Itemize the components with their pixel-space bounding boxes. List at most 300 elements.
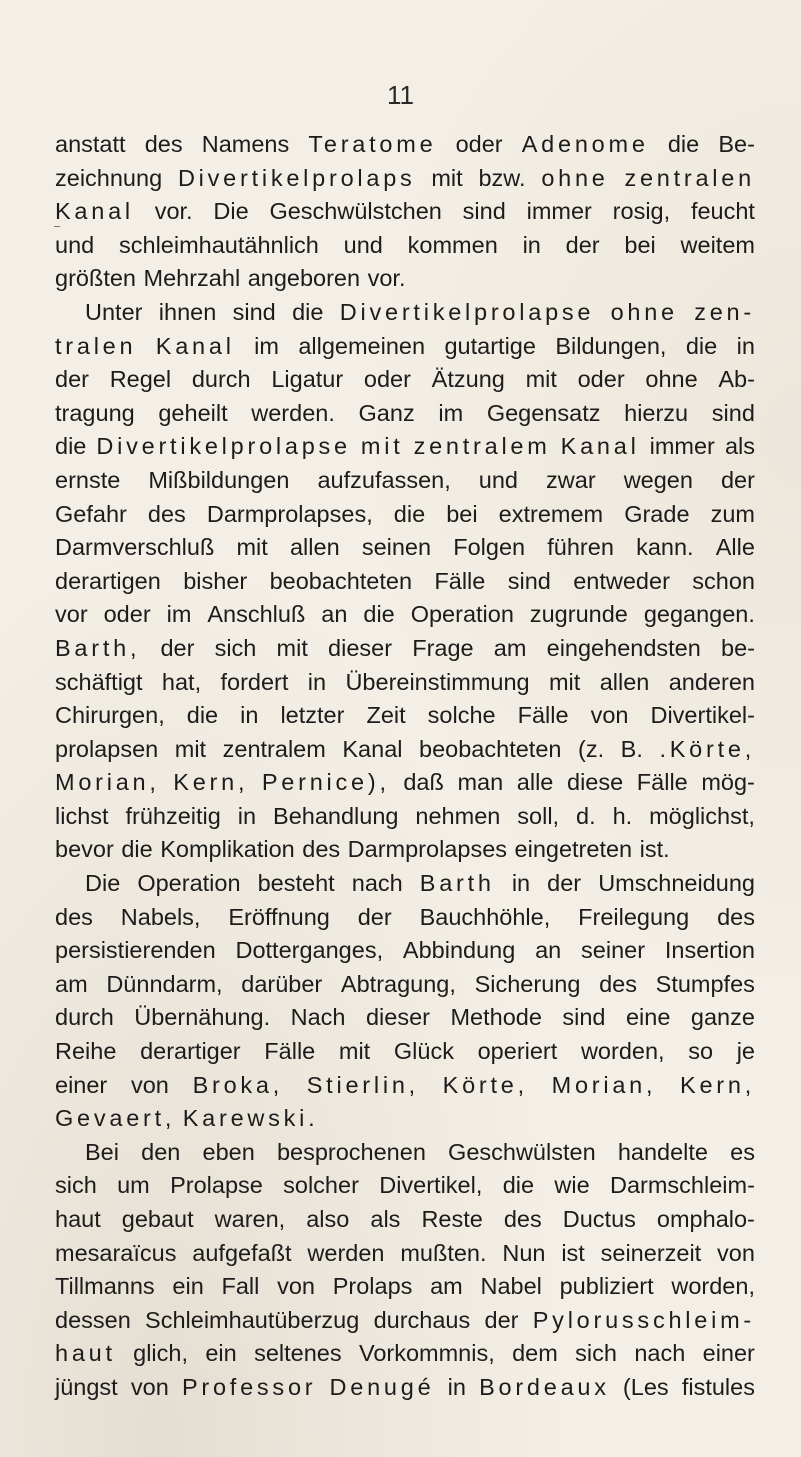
- word: Morian,: [55, 769, 160, 796]
- text-line: [55, 229, 755, 263]
- word: Darmprolapses,: [206, 500, 373, 527]
- word: Geschwülstchen: [269, 198, 442, 225]
- word: worden,: [671, 1273, 755, 1300]
- word: Frage: [412, 634, 474, 661]
- word: der: [547, 870, 582, 897]
- word: Fälle: [264, 1038, 316, 1065]
- word: der: [484, 1306, 519, 1333]
- word: dieser: [365, 1004, 430, 1031]
- word: solcher: [283, 1172, 359, 1199]
- word: anderen: [668, 668, 755, 695]
- word: anstatt: [55, 131, 126, 157]
- text-line: [55, 262, 755, 296]
- word: besprochenen: [276, 1138, 426, 1165]
- word: zum: [710, 500, 755, 527]
- word: Divertikel,: [379, 1172, 483, 1199]
- word: kommen: [407, 231, 498, 258]
- word: ein: [172, 1273, 204, 1300]
- text-line: [55, 464, 755, 498]
- text-line: [55, 699, 755, 733]
- word: ohne: [610, 298, 678, 325]
- word: sind: [711, 399, 755, 426]
- word: ohne: [541, 164, 609, 191]
- word: mit: [548, 668, 581, 695]
- word: je: [736, 1038, 755, 1065]
- word: Ligatur: [271, 366, 344, 393]
- word: aufgefaßt: [192, 1239, 292, 1266]
- word: Adenome: [521, 131, 649, 157]
- word: Barth,: [55, 634, 141, 661]
- text-line: [55, 766, 755, 800]
- word: Broka,: [192, 1071, 284, 1098]
- word: an: [321, 601, 348, 628]
- word: gegangen.: [643, 601, 755, 628]
- word: oder: [363, 366, 411, 393]
- word: Ätzung: [431, 366, 505, 393]
- word: Reihe: [55, 1038, 117, 1065]
- word: seinen: [361, 534, 432, 561]
- word: Be-: [718, 131, 755, 157]
- word: Abtragung,: [340, 970, 456, 997]
- word: Ductus: [562, 1206, 636, 1232]
- word: Gevaert,: [55, 1105, 176, 1132]
- word: eingetreten: [514, 836, 633, 863]
- word: besteht: [257, 870, 335, 897]
- word: beobachteten: [269, 567, 413, 594]
- word: Insertion: [664, 937, 755, 964]
- word: die: [667, 131, 700, 157]
- word: es: [730, 1138, 755, 1165]
- word: und: [343, 231, 383, 258]
- word: ist: [561, 1239, 585, 1266]
- text-line: [55, 330, 755, 364]
- word: Stierlin,: [306, 1071, 419, 1098]
- word: Fälle: [517, 702, 569, 729]
- word: ein: [205, 1340, 237, 1367]
- word: von: [590, 702, 629, 729]
- word: prolapsen: [55, 735, 159, 762]
- word: so: [688, 1038, 714, 1065]
- word: bzw.: [478, 164, 526, 191]
- word: als: [724, 433, 755, 460]
- word: mög-: [701, 769, 755, 796]
- word: Fälle: [636, 769, 688, 796]
- word: oder: [103, 601, 151, 628]
- word: allen: [599, 668, 650, 695]
- word: mit: [525, 366, 557, 393]
- word: alle: [516, 769, 554, 796]
- word: gebaut: [121, 1206, 194, 1232]
- word: Eröffnung: [228, 903, 330, 930]
- word: den: [141, 1138, 181, 1165]
- word: Denugé: [329, 1373, 435, 1400]
- word: Kanal: [55, 198, 134, 225]
- word: derartigen: [55, 567, 161, 594]
- word: die: [502, 1172, 535, 1199]
- word: einer: [55, 1071, 108, 1098]
- word: Fälle: [434, 567, 486, 594]
- text-line: [55, 901, 755, 935]
- word: werden: [307, 1239, 385, 1266]
- word: Kanal: [560, 433, 640, 460]
- text-line: [55, 1337, 755, 1371]
- word: Übernähung.: [134, 1004, 271, 1031]
- word: schon: [692, 567, 755, 594]
- word: an: [535, 937, 562, 964]
- word: tragung: [55, 399, 135, 426]
- word: diese: [567, 769, 624, 796]
- word: waren,: [214, 1206, 286, 1232]
- word: Die: [85, 870, 121, 897]
- word: Die: [213, 198, 249, 225]
- word: mit: [174, 735, 207, 762]
- text-line: [55, 800, 755, 834]
- text-line: [55, 195, 755, 229]
- word: man: [457, 769, 504, 796]
- word: bisher: [183, 567, 248, 594]
- word: d.: [576, 802, 596, 829]
- word: haut: [55, 1206, 101, 1232]
- word: Komplikation: [160, 836, 295, 863]
- word: Kanal: [342, 735, 403, 762]
- word: Behandlung: [273, 802, 399, 829]
- word: die: [393, 500, 426, 527]
- word: zentralem: [413, 433, 551, 460]
- word: frühzeitig: [125, 802, 221, 829]
- text-line: [55, 531, 755, 565]
- word: hat,: [161, 668, 202, 695]
- word: persistierenden: [55, 937, 216, 964]
- word: zugrunde: [529, 601, 628, 628]
- word: immer: [526, 198, 592, 225]
- word: Mehrzahl: [143, 265, 241, 292]
- word: in: [736, 332, 755, 359]
- word: be-: [721, 634, 755, 661]
- word: Bauchhöhle,: [419, 903, 551, 930]
- word: omphalo-: [656, 1206, 755, 1232]
- word: aufzufassen,: [317, 466, 451, 493]
- text-line: [55, 128, 755, 162]
- word: in: [447, 1373, 466, 1400]
- word: immer: [649, 433, 715, 460]
- word: Chirurgen,: [55, 702, 165, 729]
- word: fordert: [220, 668, 289, 695]
- text-line: [55, 632, 755, 666]
- word: h.: [612, 802, 633, 829]
- word: hierzu: [624, 399, 689, 426]
- word: Mißbildungen: [148, 466, 290, 493]
- text-line: [55, 833, 755, 867]
- word: im: [166, 601, 192, 628]
- word: Übereinstimmung: [345, 668, 530, 695]
- text-line: [55, 1203, 755, 1237]
- word: des: [503, 1206, 542, 1232]
- word: Methode: [450, 1004, 542, 1031]
- word: einer: [702, 1340, 755, 1367]
- word: gutartige: [444, 332, 536, 359]
- word: derartiger: [140, 1038, 241, 1065]
- word: um: [117, 1172, 150, 1199]
- word: und: [478, 466, 518, 493]
- word: die: [292, 298, 324, 325]
- word: schleimhautähnlich: [119, 231, 319, 258]
- word: Prolapse: [170, 1172, 263, 1199]
- word: solche: [427, 702, 496, 729]
- word: .Körte,: [659, 735, 755, 762]
- word: weitem: [680, 231, 755, 258]
- word: Divertikelprolaps: [177, 164, 416, 191]
- word: eine: [625, 1004, 671, 1031]
- word: Nun: [502, 1239, 546, 1266]
- word: die: [55, 433, 87, 460]
- word: Sicherung: [474, 970, 581, 997]
- word: Kern,: [680, 1071, 755, 1098]
- text-line: [55, 363, 755, 397]
- word: Dünndarm,: [106, 970, 223, 997]
- word: des: [599, 970, 637, 997]
- word: Morian,: [551, 1071, 657, 1098]
- word: in: [237, 802, 257, 829]
- word: B.: [620, 735, 643, 762]
- word: also: [306, 1206, 350, 1232]
- page-number: 11: [387, 80, 414, 110]
- word: in: [307, 668, 327, 695]
- word: wegen: [623, 466, 693, 493]
- word: daß: [403, 769, 444, 796]
- word: Bordeaux: [479, 1373, 610, 1400]
- word: kann.: [636, 534, 694, 561]
- word: nehmen: [415, 802, 501, 829]
- word: der: [720, 466, 755, 493]
- word: des: [55, 903, 93, 930]
- word: ist.: [639, 836, 670, 863]
- word: und: [55, 231, 95, 258]
- word: am: [430, 1273, 463, 1300]
- word: des: [717, 903, 755, 930]
- word: nach: [351, 870, 403, 897]
- word: des: [147, 500, 186, 527]
- word: der: [357, 903, 392, 930]
- word: der: [55, 366, 89, 393]
- word: Körte,: [442, 1071, 528, 1098]
- word: Glück: [393, 1038, 454, 1065]
- word: dem: [512, 1340, 558, 1367]
- text-line: [55, 867, 755, 901]
- word: vor.: [367, 265, 406, 292]
- word: haut: [55, 1340, 116, 1367]
- word: zen-: [694, 298, 755, 325]
- word: sind: [507, 567, 551, 594]
- word: Divertikel-: [650, 702, 755, 729]
- word: der: [160, 634, 195, 661]
- word: Operation: [410, 601, 514, 628]
- text-line: [55, 565, 755, 599]
- word: Vorkommnis,: [358, 1340, 495, 1367]
- word: Freilegung: [578, 903, 690, 930]
- word: soll,: [517, 802, 560, 829]
- word: handelte: [617, 1138, 708, 1165]
- word: Ganz: [358, 399, 415, 426]
- word: rosig,: [612, 198, 671, 225]
- word: in: [240, 702, 259, 729]
- word: Operation: [137, 870, 241, 897]
- word: vor.: [154, 198, 193, 225]
- word: Karewski.: [182, 1105, 319, 1132]
- word: durch: [55, 1004, 114, 1031]
- word: (z.: [578, 735, 605, 762]
- word: Tillmanns: [55, 1273, 155, 1300]
- word: des: [302, 836, 341, 863]
- text-line: [55, 1035, 755, 1069]
- body-text: [55, 128, 755, 1405]
- word: mit: [360, 433, 404, 460]
- word: Grade: [624, 500, 690, 527]
- word: Kanal: [155, 332, 235, 359]
- word: die: [363, 601, 395, 628]
- word: angeboren: [247, 265, 361, 292]
- word: führen: [547, 534, 614, 561]
- text-line: [55, 397, 755, 431]
- word: Nabel: [480, 1273, 542, 1300]
- word: mit: [338, 1038, 371, 1065]
- word: oder: [577, 366, 625, 393]
- word: Divertikelprolapse: [96, 433, 351, 460]
- word: feucht: [690, 198, 755, 225]
- word: dessen: [55, 1306, 131, 1333]
- word: von: [130, 1071, 169, 1098]
- text-line: [55, 1304, 755, 1338]
- word: größten: [55, 265, 136, 292]
- word: die: [186, 702, 219, 729]
- word: lichst: [55, 802, 109, 829]
- word: Anschluß: [207, 601, 306, 628]
- word: ihnen: [158, 298, 217, 325]
- word: operiert: [477, 1038, 558, 1065]
- word: dieser: [328, 634, 393, 661]
- word: jüngst: [55, 1373, 118, 1400]
- word: bevor: [55, 836, 114, 863]
- text-line: [55, 1001, 755, 1035]
- text-line: [55, 598, 755, 632]
- word: zwar: [546, 466, 596, 493]
- word: mit: [236, 534, 268, 561]
- text-line: [55, 1169, 755, 1203]
- word: Teratome: [308, 131, 437, 157]
- word: Folgen: [453, 534, 526, 561]
- word: allgemeinen: [298, 332, 426, 359]
- text-line: [55, 1237, 755, 1271]
- text-line: [55, 162, 755, 196]
- word: Schleimhautüberzug: [145, 1306, 360, 1333]
- word: am: [55, 970, 88, 997]
- word: Darmprolapses: [347, 836, 508, 863]
- text-line: [55, 1371, 755, 1405]
- word: der: [565, 231, 600, 258]
- word: durchaus: [373, 1306, 471, 1333]
- word: im: [254, 332, 279, 359]
- word: geheilt: [158, 399, 228, 426]
- word: von: [130, 1373, 169, 1400]
- word: in: [511, 870, 531, 897]
- word: die: [121, 836, 153, 863]
- word: sich: [55, 1172, 97, 1199]
- word: entweder: [573, 567, 670, 594]
- text-line: [55, 498, 755, 532]
- text-line: [55, 1102, 755, 1136]
- word: Dotterganges,: [235, 937, 384, 964]
- word: letzter: [280, 702, 345, 729]
- word: am: [493, 634, 527, 661]
- word: eingehendsten: [546, 634, 701, 661]
- word: oder: [455, 131, 503, 157]
- word: bei: [624, 231, 656, 258]
- word: als: [370, 1206, 401, 1232]
- word: ernste: [55, 466, 121, 493]
- word: in: [522, 231, 541, 258]
- word: im: [438, 399, 464, 426]
- word: Kern,: [173, 769, 249, 796]
- word: Reste: [421, 1206, 483, 1232]
- word: mit: [276, 634, 308, 661]
- word: durch: [191, 366, 251, 393]
- word: Gegensatz: [486, 399, 601, 426]
- word: schäftigt: [55, 668, 143, 695]
- text-line: [55, 1270, 755, 1304]
- word: Bei: [85, 1138, 119, 1165]
- word: Darmverschluß: [55, 534, 215, 561]
- word: nach: [634, 1340, 686, 1367]
- word: Stumpfes: [655, 970, 755, 997]
- text-line: [55, 296, 755, 330]
- word: sich: [214, 634, 257, 661]
- word: Gefahr: [55, 500, 127, 527]
- word: des: [144, 131, 183, 157]
- word: Abbindung: [402, 937, 516, 964]
- word: glich,: [133, 1340, 188, 1367]
- word: seinerzeit: [600, 1239, 702, 1266]
- word: Professor: [181, 1373, 317, 1400]
- word: sind: [462, 198, 506, 225]
- word: die: [685, 332, 718, 359]
- word: Zeit: [366, 702, 406, 729]
- text-line: [55, 666, 755, 700]
- word: Ab-: [718, 366, 755, 393]
- word: (Les: [622, 1373, 669, 1400]
- word: ganze: [690, 1004, 755, 1031]
- word: fistules: [681, 1373, 755, 1400]
- text-line: [55, 1069, 755, 1103]
- word: bei: [446, 500, 478, 527]
- text-line: [55, 430, 755, 464]
- word: seltenes: [254, 1340, 342, 1367]
- text-line: [55, 1136, 755, 1170]
- word: sind: [562, 1004, 606, 1031]
- text-line: [55, 733, 755, 767]
- word: zeichnung: [55, 164, 163, 191]
- word: Bildungen,: [555, 332, 667, 359]
- word: extremem: [498, 500, 604, 527]
- word: Nach: [290, 1004, 346, 1031]
- word: mit: [431, 164, 463, 191]
- word: von: [717, 1239, 755, 1266]
- word: Geschwülsten: [448, 1138, 596, 1165]
- text-line: [55, 968, 755, 1002]
- word: Divertikelprolapse: [339, 298, 595, 325]
- word: beobachteten: [419, 735, 562, 762]
- word: Barth: [419, 870, 495, 897]
- word: zentralen: [624, 164, 755, 191]
- word: sind: [232, 298, 276, 325]
